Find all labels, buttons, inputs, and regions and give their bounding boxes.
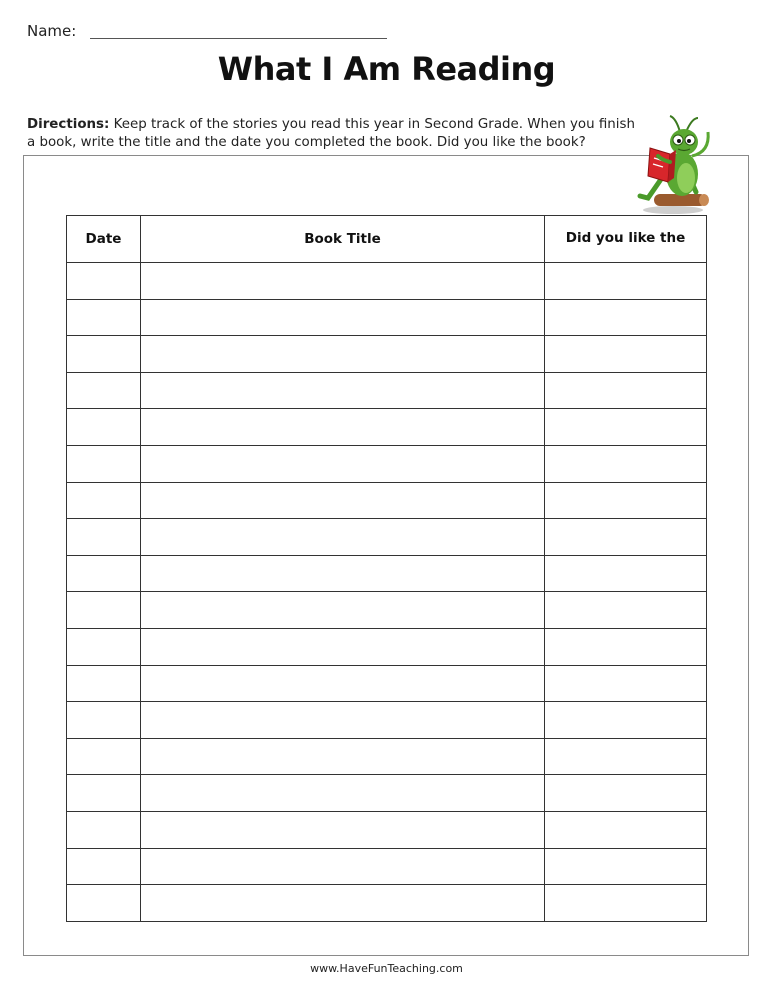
book-title-cell[interactable] [141,811,545,848]
table-row [67,885,707,922]
date-cell[interactable] [67,299,141,336]
book-title-cell[interactable] [141,885,545,922]
table-row [67,811,707,848]
liked-cell[interactable] [545,372,707,409]
book-title-cell[interactable] [141,299,545,336]
liked-cell[interactable] [545,519,707,556]
directions-text: Keep track of the stories you read this year in Second Grade. When you finish a book, write the title and the date you completed the book. Did you like the book? [27,117,635,150]
liked-cell[interactable] [545,482,707,519]
date-cell[interactable] [67,409,141,446]
footer-site: www.HaveFunTeaching.com [310,962,463,975]
date-cell[interactable] [67,665,141,702]
book-title-cell[interactable] [141,445,545,482]
table-header-row [67,216,707,263]
table-row [67,592,707,629]
liked-cell[interactable] [545,848,707,885]
liked-cell[interactable] [545,738,707,775]
date-cell[interactable] [67,738,141,775]
book-title-cell[interactable] [141,409,545,446]
book-title-cell[interactable] [141,555,545,592]
name-field-line[interactable] [90,38,387,39]
date-cell[interactable] [67,592,141,629]
liked-cell[interactable] [545,775,707,812]
book-title-cell[interactable] [141,482,545,519]
date-cell[interactable] [67,848,141,885]
book-title-cell[interactable] [141,592,545,629]
book-title-cell[interactable] [141,775,545,812]
table-row [67,665,707,702]
table-row [67,482,707,519]
date-cell[interactable] [67,555,141,592]
column-header-did-you-like: Did you like the [545,216,707,263]
book-title-cell[interactable] [141,628,545,665]
table-row [67,299,707,336]
table-row [67,738,707,775]
table-row [67,775,707,812]
liked-cell[interactable] [545,811,707,848]
table-body [67,263,707,922]
table-row [67,628,707,665]
liked-cell[interactable] [545,409,707,446]
date-cell[interactable] [67,445,141,482]
liked-cell[interactable] [545,702,707,739]
date-cell[interactable] [67,885,141,922]
date-cell[interactable] [67,336,141,373]
date-cell[interactable] [67,775,141,812]
date-cell[interactable] [67,372,141,409]
liked-cell[interactable] [545,263,707,300]
column-header-date: Date [67,216,141,263]
page-title: What I Am Reading [217,50,556,88]
liked-cell[interactable] [545,555,707,592]
reading-log-table [66,215,707,922]
liked-cell[interactable] [545,336,707,373]
liked-cell[interactable] [545,628,707,665]
book-title-cell[interactable] [141,519,545,556]
date-cell[interactable] [67,628,141,665]
book-title-cell[interactable] [141,372,545,409]
table-row [67,702,707,739]
liked-cell[interactable] [545,592,707,629]
liked-cell[interactable] [545,299,707,336]
book-title-cell[interactable] [141,665,545,702]
table-row [67,372,707,409]
date-cell[interactable] [67,482,141,519]
liked-cell[interactable] [545,885,707,922]
directions [27,116,647,152]
date-cell[interactable] [67,702,141,739]
liked-cell[interactable] [545,665,707,702]
table-row [67,263,707,300]
grasshopper-reading-book-icon [618,112,718,216]
column-header-book-title: Book Title [141,216,545,263]
table-row [67,445,707,482]
directions-label: Directions: [27,117,110,132]
book-title-cell[interactable] [141,702,545,739]
table-row [67,555,707,592]
liked-cell[interactable] [545,445,707,482]
book-title-cell[interactable] [141,738,545,775]
table-row [67,519,707,556]
book-title-cell[interactable] [141,336,545,373]
table-row [67,336,707,373]
table-row [67,848,707,885]
date-cell[interactable] [67,811,141,848]
name-label: Name: [27,22,77,40]
book-title-cell[interactable] [141,848,545,885]
book-title-cell[interactable] [141,263,545,300]
date-cell[interactable] [67,519,141,556]
date-cell[interactable] [67,263,141,300]
table-row [67,409,707,446]
